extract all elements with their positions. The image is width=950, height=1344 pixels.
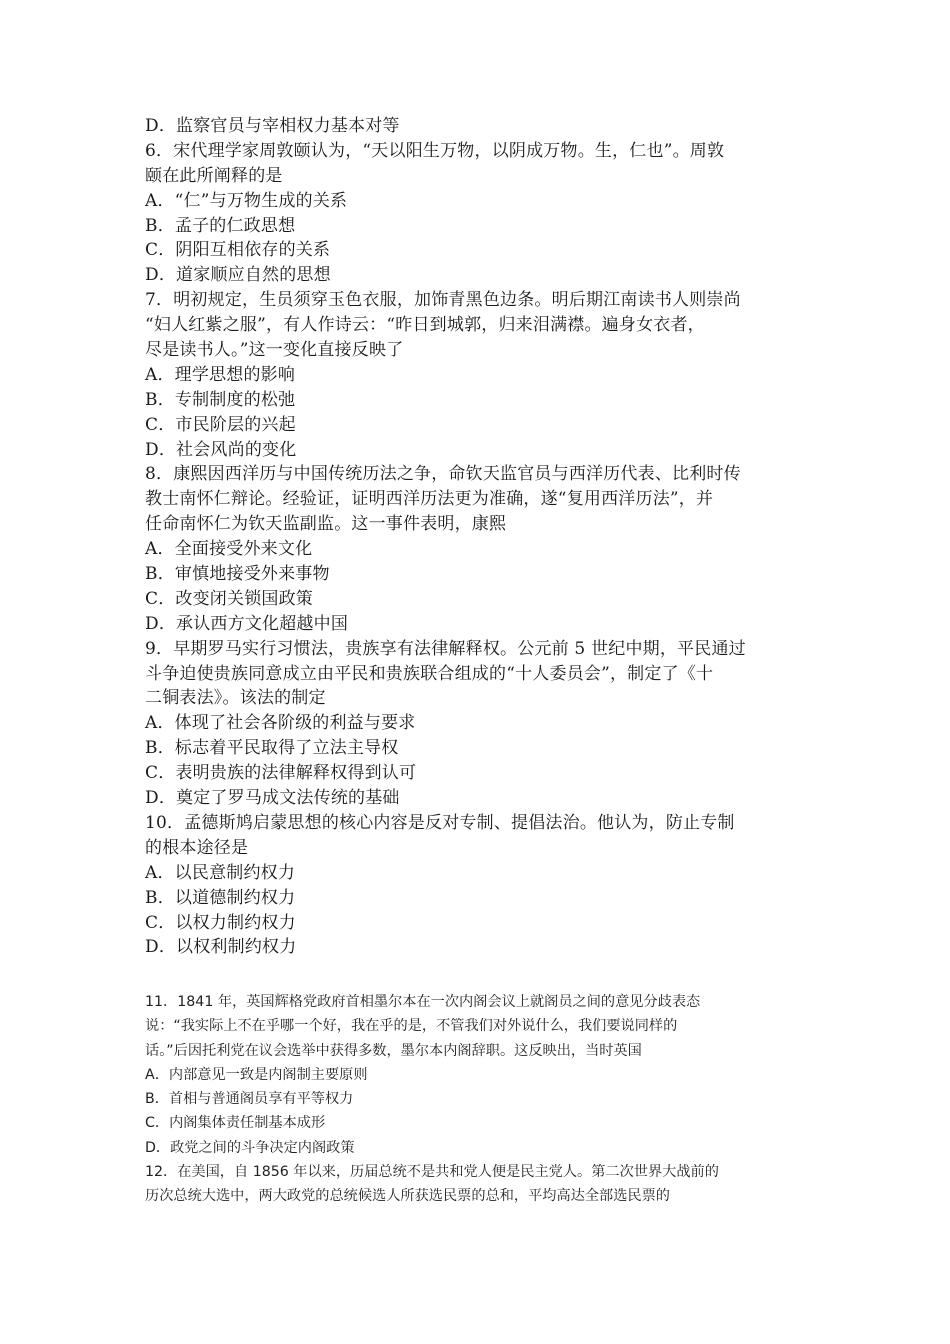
question-11 xyxy=(145,990,810,1159)
question-10 xyxy=(145,811,810,960)
question-stem-line: 12．在美国，自 1856 年以来，历届总统不是共和党人便是民主党人。第二次世界大战前的 xyxy=(145,1163,719,1180)
option-b: B．标志着平民取得了立法主导权 xyxy=(145,738,399,759)
question-stem-line: “妇人红紫之服”，有人作诗云：“昨日到城郭，归来泪满襟。遍身女衣者， xyxy=(145,315,705,336)
option-d: D．奠定了罗马成文法传统的基础 xyxy=(145,788,400,809)
exam-page xyxy=(145,114,810,1208)
question-stem-line: 任命南怀仁为钦天监副监。这一事件表明，康熙 xyxy=(145,514,507,535)
question-stem-line: 斗争迫使贵族同意成立由平民和贵族联合组成的“十人委员会”，制定了《十 xyxy=(145,663,714,684)
questions-block-serif xyxy=(145,114,810,960)
option-d: D．以权利制约权力 xyxy=(145,937,297,958)
option-a: A．以民意制约权力 xyxy=(145,862,296,883)
question-stem-line: 二铜表法》。该法的制定 xyxy=(145,688,326,709)
option-d: D．社会风尚的变化 xyxy=(145,439,297,460)
question-stem-line: 话。”后因托利党在议会选举中获得多数，墨尔本内阁辞职。这反映出，当时英国 xyxy=(145,1042,642,1059)
question-stem-line: 教士南怀仁辩论。经验证，证明西洋历法更为准确，遂“复用西洋历法”，并 xyxy=(145,489,714,510)
option-d: D．道家顺应自然的思想 xyxy=(145,265,331,286)
option-b: B．孟子的仁政思想 xyxy=(145,215,296,236)
question-7 xyxy=(145,288,810,462)
question-stem-line: 8．康熙因西洋历与中国传统历法之争，命钦天监官员与西洋历代表、比利时传 xyxy=(145,464,741,485)
option-a: A．体现了社会各阶级的利益与要求 xyxy=(145,713,416,734)
question-12 xyxy=(145,1160,810,1208)
question-stem-line: 10．孟德斯鸠启蒙思想的核心内容是反对专制、提倡法治。他认为，防止专制 xyxy=(145,812,735,833)
option-b: B．首相与普通阁员享有平等权力 xyxy=(145,1091,354,1108)
question-stem-line: 11．1841 年，英国辉格党政府首相墨尔本在一次内阁会议上就阁员之间的意见分歧表态 xyxy=(145,994,701,1011)
question-stem-line: 尽是读书人。”这一变化直接反映了 xyxy=(145,340,404,361)
option-a: A．理学思想的影响 xyxy=(145,364,296,385)
question-stem-line: 的根本途径是 xyxy=(145,837,249,858)
questions-block-sans xyxy=(145,990,810,1208)
question-6 xyxy=(145,139,810,288)
option-b: B．审慎地接受外来事物 xyxy=(145,564,330,585)
option-c: C．市民阶层的兴起 xyxy=(145,414,296,435)
question-5-tail xyxy=(145,114,810,139)
option-c: C．内阁集体责任制基本成形 xyxy=(145,1115,326,1132)
option-b: B．以道德制约权力 xyxy=(145,887,296,908)
option-d: D．政党之间的斗争决定内阁政策 xyxy=(145,1139,355,1156)
question-stem-line: 7．明初规定，生员须穿玉色衣服，加饰青黑色边条。明后期江南读书人则崇尚 xyxy=(145,290,741,311)
option-c: C．以权力制约权力 xyxy=(145,912,296,933)
option-a: A．全面接受外来文化 xyxy=(145,539,313,560)
question-stem-line: 说：“我实际上不在乎哪一个好，我在乎的是，不管我们对外说什么，我们要说同样的 xyxy=(145,1018,678,1035)
option-a: A．“仁”与万物生成的关系 xyxy=(145,190,348,211)
option-a: A．内部意见一致是内阁制主要原则 xyxy=(145,1066,368,1083)
option-c: C．表明贵族的法律解释权得到认可 xyxy=(145,763,417,784)
question-stem-line: 9．早期罗马实行习惯法，贵族享有法律解释权。公元前 5 世纪中期，平民通过 xyxy=(145,638,746,659)
question-stem-line: 颐在此所阐释的是 xyxy=(145,165,283,186)
option-d: D．承认西方文化超越中国 xyxy=(145,613,349,634)
question-stem-line: 6．宋代理学家周敦颐认为，“天以阳生万物，以阴成万物。生，仁也”。周敦 xyxy=(145,140,725,161)
option-c: C．阴阳互相依存的关系 xyxy=(145,240,331,261)
question-8 xyxy=(145,462,810,636)
question-stem-line: 历次总统大选中，两大政党的总统候选人所获选民票的总和，平均高达全部选民票的 xyxy=(145,1187,670,1204)
option-c: C．改变闭关锁国政策 xyxy=(145,588,314,609)
option-b: B．专制制度的松弛 xyxy=(145,389,296,410)
question-9 xyxy=(145,637,810,811)
option-d: D．监察官员与宰相权力基本对等 xyxy=(145,116,400,136)
